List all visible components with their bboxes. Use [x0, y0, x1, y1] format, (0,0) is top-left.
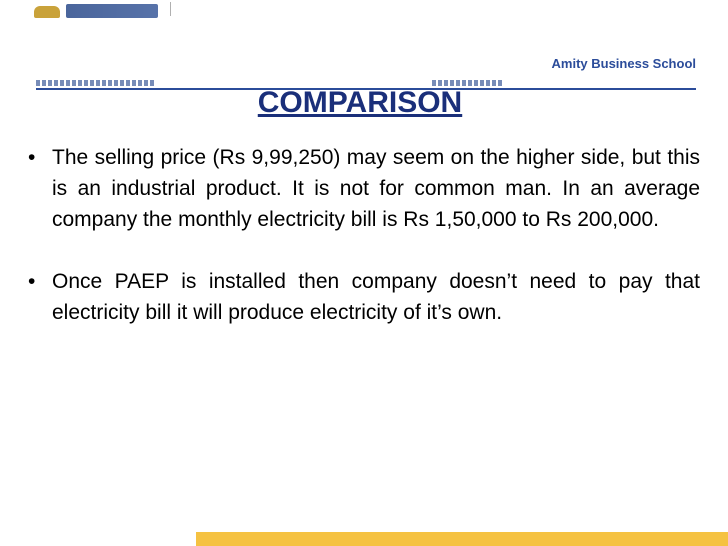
slide-title: COMPARISON: [257, 86, 463, 119]
bullet-text: Once PAEP is installed then company doesn’t need to pay that electricity bill it will produce electricity of it’s own.: [52, 270, 700, 324]
bullet-text: The selling price (Rs 9,99,250) may seem on the higher side, but this is an industrial product. It is not for common man. In an average company the monthly electricity bill is Rs 1,50,000 to Rs 200,000.: [52, 146, 700, 231]
bullet-item: [28, 142, 700, 235]
amity-logo-icon: [30, 0, 170, 22]
school-name: Amity Business School: [551, 56, 696, 71]
bullet-icon: •: [28, 146, 36, 169]
logo-emblem: [34, 6, 60, 18]
footer-bar: [196, 532, 728, 546]
bullet-item: [28, 266, 700, 328]
logo-wordmark: [66, 4, 158, 18]
bullet-list: [28, 142, 700, 328]
header-divider: [170, 2, 171, 16]
bullet-icon: •: [28, 270, 36, 293]
